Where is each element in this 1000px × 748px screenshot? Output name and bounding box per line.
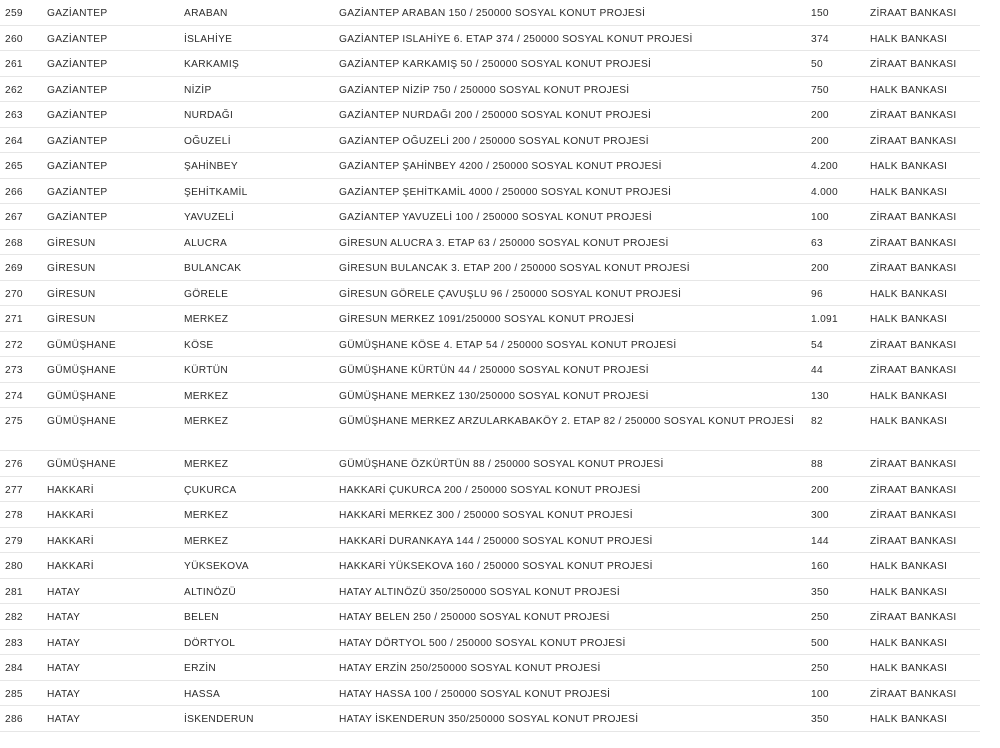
project-name-cell: GAZİANTEP ISLAHİYE 6. ETAP 374 / 250000 SOSYAL KONUT PROJESİ — [339, 33, 693, 45]
city-cell: GİRESUN — [47, 237, 96, 249]
housing-count-cell: 150 — [811, 8, 829, 19]
row-number: 286 — [5, 714, 23, 725]
housing-count-cell: 82 — [811, 416, 823, 427]
bank-cell: HALK BANKASI — [870, 390, 948, 402]
project-name-cell: GİRESUN BULANCAK 3. ETAP 200 / 250000 SOSYAL KONUT PROJESİ — [339, 263, 690, 274]
district-cell: KARKAMIŞ — [184, 59, 240, 70]
row-number: 260 — [5, 33, 23, 45]
row-number: 283 — [5, 637, 23, 649]
district-cell: YAVUZELİ — [184, 212, 235, 223]
project-name-cell: HAKKARİ ÇUKURCA 200 / 250000 SOSYAL KONUT PROJESİ — [339, 484, 641, 496]
table-row — [0, 357, 980, 383]
bank-cell: HALK BANKASI — [870, 714, 948, 725]
district-cell: ŞEHİTKAMİL — [184, 186, 248, 198]
city-cell: HAKKARİ — [47, 510, 94, 521]
bank-cell: HALK BANKASI — [870, 663, 948, 674]
bank-cell: ZİRAAT BANKASI — [870, 263, 957, 274]
project-name-cell: HATAY İSKENDERUN 350/250000 SOSYAL KONUT PROJESİ — [339, 714, 639, 725]
row-number: 285 — [5, 688, 23, 700]
bank-cell: ZİRAAT BANKASI — [870, 365, 957, 376]
project-name-cell: HAKKARİ MERKEZ 300 / 250000 SOSYAL KONUT PROJESİ — [339, 510, 633, 521]
city-cell: GÜMÜŞHANE — [47, 459, 116, 470]
bank-cell: ZİRAAT BANKASI — [870, 510, 957, 521]
project-name-cell: GAZİANTEP ARABAN 150 / 250000 SOSYAL KONUT PROJESİ — [339, 8, 646, 19]
project-name-cell: HATAY DÖRTYOL 500 / 250000 SOSYAL KONUT PROJESİ — [339, 637, 626, 649]
project-name-cell: GAZİANTEP OĞUZELİ 200 / 250000 SOSYAL KONUT PROJESİ — [339, 135, 649, 147]
housing-count-cell: 4.000 — [811, 186, 838, 198]
project-name-cell: GÜMÜŞHANE MERKEZ ARZULARKABAKÖY 2. ETAP 82 / 250000 SOSYAL KONUT PROJESİ — [339, 416, 795, 427]
housing-count-cell: 300 — [811, 510, 829, 521]
table-row — [0, 681, 980, 707]
project-name-cell: GÜMÜŞHANE KÜRTÜN 44 / 250000 SOSYAL KONUT PROJESİ — [339, 365, 649, 376]
bank-cell: ZİRAAT BANKASI — [870, 135, 957, 147]
housing-count-cell: 350 — [811, 714, 829, 725]
bank-cell: HALK BANKASI — [870, 637, 948, 649]
housing-count-cell: 500 — [811, 637, 829, 649]
district-cell: MERKEZ — [184, 314, 229, 325]
city-cell: GAZİANTEP — [47, 161, 108, 172]
bank-cell: ZİRAAT BANKASI — [870, 8, 957, 19]
city-cell: GİRESUN — [47, 288, 96, 300]
bank-cell: ZİRAAT BANKASI — [870, 484, 957, 496]
table-row — [0, 630, 980, 656]
table-row — [0, 51, 980, 77]
district-cell: MERKEZ — [184, 535, 229, 547]
project-name-cell: GİRESUN ALUCRA 3. ETAP 63 / 250000 SOSYAL KONUT PROJESİ — [339, 237, 669, 249]
city-cell: GİRESUN — [47, 314, 96, 325]
district-cell: NURDAĞI — [184, 110, 234, 121]
project-name-cell: HATAY BELEN 250 / 250000 SOSYAL KONUT PROJESİ — [339, 612, 610, 623]
city-cell: GÜMÜŞHANE — [47, 416, 116, 427]
district-cell: ÇUKURCA — [184, 484, 237, 496]
city-cell: HATAY — [47, 714, 81, 725]
project-name-cell: GAZİANTEP ŞAHİNBEY 4200 / 250000 SOSYAL KONUT PROJESİ — [339, 161, 662, 172]
district-cell: İSKENDERUN — [184, 714, 254, 725]
table-row — [0, 477, 980, 503]
bank-cell: ZİRAAT BANKASI — [870, 339, 957, 351]
housing-count-cell: 4.200 — [811, 161, 838, 172]
district-cell: YÜKSEKOVA — [184, 561, 249, 572]
housing-count-cell: 50 — [811, 59, 823, 70]
district-cell: GÖRELE — [184, 288, 229, 300]
city-cell: GÜMÜŞHANE — [47, 339, 116, 351]
table-row — [0, 281, 980, 307]
district-cell: ALTINÖZÜ — [184, 586, 237, 598]
district-cell: MERKEZ — [184, 390, 229, 402]
district-cell: ALUCRA — [184, 237, 228, 249]
bank-cell: HALK BANKASI — [870, 561, 948, 572]
table-row — [0, 655, 980, 681]
district-cell: NİZİP — [184, 84, 212, 96]
district-cell: DÖRTYOL — [184, 637, 236, 649]
project-name-cell: GÜMÜŞHANE MERKEZ 130/250000 SOSYAL KONUT PROJESİ — [339, 390, 649, 402]
project-name-cell: GİRESUN GÖRELE ÇAVUŞLU 96 / 250000 SOSYAL KONUT PROJESİ — [339, 288, 682, 300]
city-cell: GAZİANTEP — [47, 59, 108, 70]
district-cell: MERKEZ — [184, 459, 229, 470]
city-cell: HAKKARİ — [47, 484, 94, 496]
district-cell: KÖSE — [184, 339, 214, 351]
bank-cell: ZİRAAT BANKASI — [870, 688, 957, 700]
district-cell: MERKEZ — [184, 510, 229, 521]
row-number: 259 — [5, 8, 23, 19]
project-name-cell: HATAY ERZİN 250/250000 SOSYAL KONUT PROJESİ — [339, 663, 601, 674]
district-cell: ŞAHİNBEY — [184, 161, 238, 172]
table-row — [0, 579, 980, 605]
row-number: 268 — [5, 237, 23, 249]
bank-cell: ZİRAAT BANKASI — [870, 59, 957, 70]
housing-count-cell: 350 — [811, 586, 829, 598]
table-row — [0, 204, 980, 230]
table-row — [0, 528, 980, 554]
table-row — [0, 26, 980, 52]
table-row — [0, 255, 980, 281]
housing-count-cell: 200 — [811, 110, 829, 121]
table-row — [0, 128, 980, 154]
project-name-cell: GİRESUN MERKEZ 1091/250000 SOSYAL KONUT PROJESİ — [339, 314, 635, 325]
table-row — [0, 179, 980, 205]
project-name-cell: GÜMÜŞHANE KÖSE 4. ETAP 54 / 250000 SOSYAL KONUT PROJESİ — [339, 339, 677, 351]
city-cell: HATAY — [47, 586, 81, 598]
city-cell: HATAY — [47, 612, 81, 623]
table-row — [0, 706, 980, 732]
city-cell: HATAY — [47, 663, 81, 674]
table-row — [0, 0, 980, 26]
bank-cell: HALK BANKASI — [870, 33, 948, 45]
housing-count-cell: 144 — [811, 535, 829, 547]
housing-count-cell: 250 — [811, 663, 829, 674]
district-cell: İSLAHİYE — [184, 33, 233, 45]
bank-cell: HALK BANKASI — [870, 186, 948, 198]
row-number: 275 — [5, 416, 23, 427]
housing-count-cell: 100 — [811, 212, 829, 223]
district-cell: KÜRTÜN — [184, 365, 229, 376]
bank-cell: HALK BANKASI — [870, 416, 948, 427]
housing-count-cell: 54 — [811, 339, 823, 351]
project-name-cell: GÜMÜŞHANE ÖZKÜRTÜN 88 / 250000 SOSYAL KONUT PROJESİ — [339, 459, 664, 470]
table-row — [0, 451, 980, 477]
table-row — [0, 230, 980, 256]
table-row — [0, 306, 980, 332]
table-row — [0, 604, 980, 630]
city-cell: HAKKARİ — [47, 561, 94, 572]
project-name-cell: HAKKARİ DURANKAYA 144 / 250000 SOSYAL KONUT PROJESİ — [339, 535, 653, 547]
housing-count-cell: 44 — [811, 365, 823, 376]
housing-count-cell: 200 — [811, 484, 829, 496]
housing-count-cell: 96 — [811, 288, 823, 300]
table-row — [0, 332, 980, 358]
project-name-cell: HATAY ALTINÖZÜ 350/250000 SOSYAL KONUT PROJESİ — [339, 586, 621, 598]
city-cell: GAZİANTEP — [47, 212, 108, 223]
table-row — [0, 102, 980, 128]
bank-cell: HALK BANKASI — [870, 314, 948, 325]
city-cell: GAZİANTEP — [47, 110, 108, 121]
housing-count-cell: 200 — [811, 263, 829, 274]
city-cell: GÜMÜŞHANE — [47, 365, 116, 376]
city-cell: GAZİANTEP — [47, 135, 108, 147]
bank-cell: ZİRAAT BANKASI — [870, 459, 957, 470]
district-cell: ERZİN — [184, 663, 217, 674]
row-number: 274 — [5, 390, 23, 402]
row-number: 269 — [5, 263, 23, 274]
housing-count-cell: 250 — [811, 612, 829, 623]
housing-count-cell: 374 — [811, 33, 829, 45]
city-cell: GAZİANTEP — [47, 186, 108, 198]
housing-count-cell: 750 — [811, 84, 829, 96]
housing-count-cell: 63 — [811, 237, 823, 249]
city-cell: GİRESUN — [47, 263, 96, 274]
city-cell: HAKKARİ — [47, 535, 94, 547]
row-number: 266 — [5, 186, 23, 198]
project-name-cell: GAZİANTEP ŞEHİTKAMİL 4000 / 250000 SOSYAL KONUT PROJESİ — [339, 186, 672, 198]
project-name-cell: GAZİANTEP KARKAMIŞ 50 / 250000 SOSYAL KONUT PROJESİ — [339, 59, 652, 70]
district-cell: BELEN — [184, 612, 219, 623]
district-cell: ARABAN — [184, 8, 228, 19]
bank-cell: ZİRAAT BANKASI — [870, 612, 957, 623]
row-number: 279 — [5, 535, 23, 547]
project-name-cell: GAZİANTEP NURDAĞI 200 / 250000 SOSYAL KONUT PROJESİ — [339, 110, 652, 121]
row-number: 284 — [5, 663, 23, 674]
housing-count-cell: 1.091 — [811, 314, 838, 325]
housing-count-cell: 100 — [811, 688, 829, 700]
bank-cell: ZİRAAT BANKASI — [870, 535, 957, 547]
row-number: 277 — [5, 484, 23, 496]
housing-count-cell: 130 — [811, 390, 829, 402]
row-number: 280 — [5, 561, 23, 572]
row-number: 265 — [5, 161, 23, 172]
row-number: 262 — [5, 84, 23, 96]
row-number: 271 — [5, 314, 23, 325]
table-row — [0, 153, 980, 179]
bank-cell: HALK BANKASI — [870, 586, 948, 598]
table-row — [0, 383, 980, 409]
project-name-cell: GAZİANTEP NİZİP 750 / 250000 SOSYAL KONUT PROJESİ — [339, 84, 630, 96]
housing-count-cell: 88 — [811, 459, 823, 470]
city-cell: GAZİANTEP — [47, 8, 108, 19]
district-cell: BULANCAK — [184, 263, 242, 274]
bank-cell: ZİRAAT BANKASI — [870, 110, 957, 121]
project-name-cell: GAZİANTEP YAVUZELİ 100 / 250000 SOSYAL KONUT PROJESİ — [339, 212, 653, 223]
table-row — [0, 408, 980, 451]
city-cell: GAZİANTEP — [47, 33, 108, 45]
row-number: 263 — [5, 110, 23, 121]
row-number: 270 — [5, 288, 23, 300]
row-number: 273 — [5, 365, 23, 376]
bank-cell: ZİRAAT BANKASI — [870, 212, 957, 223]
housing-count-cell: 200 — [811, 135, 829, 147]
row-number: 261 — [5, 59, 23, 70]
district-cell: OĞUZELİ — [184, 135, 231, 147]
district-cell: MERKEZ — [184, 416, 229, 427]
row-number: 281 — [5, 586, 23, 598]
table-row — [0, 502, 980, 528]
row-number: 276 — [5, 459, 23, 470]
bank-cell: ZİRAAT BANKASI — [870, 237, 957, 249]
city-cell: GÜMÜŞHANE — [47, 390, 116, 402]
row-number: 264 — [5, 135, 23, 147]
city-cell: GAZİANTEP — [47, 84, 108, 96]
row-number: 282 — [5, 612, 23, 623]
row-number: 267 — [5, 212, 23, 223]
city-cell: HATAY — [47, 688, 81, 700]
bank-cell: HALK BANKASI — [870, 84, 948, 96]
project-name-cell: HATAY HASSA 100 / 250000 SOSYAL KONUT PROJESİ — [339, 688, 611, 700]
city-cell: HATAY — [47, 637, 81, 649]
bank-cell: HALK BANKASI — [870, 161, 948, 172]
district-cell: HASSA — [184, 688, 221, 700]
row-number: 272 — [5, 339, 23, 351]
bank-cell: HALK BANKASI — [870, 288, 948, 300]
project-name-cell: HAKKARİ YÜKSEKOVA 160 / 250000 SOSYAL KONUT PROJESİ — [339, 561, 653, 572]
row-number: 278 — [5, 510, 23, 521]
housing-count-cell: 160 — [811, 561, 829, 572]
table-row — [0, 553, 980, 579]
table-row — [0, 77, 980, 103]
